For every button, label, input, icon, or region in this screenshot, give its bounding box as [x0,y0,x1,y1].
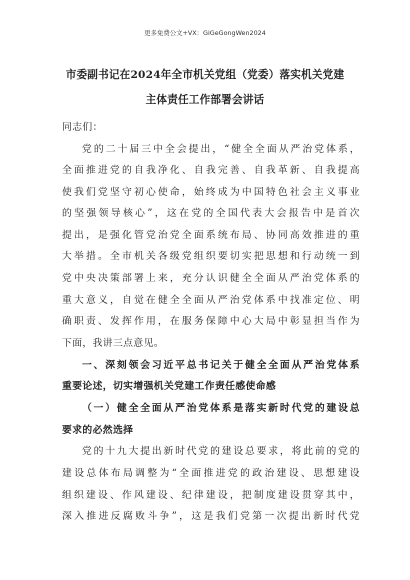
document-title-line-1: 市委副书记在2024年全市机关党组（党委）落实机关党建 [65,69,345,81]
paragraph-line: 下面，我讲三点意见。 [62,338,164,349]
section-heading-line-1: 一、深刻领会习近平总书记关于健全全面从严治党体系 [82,360,360,371]
paragraph-line: 组织建设、作风建设、纪律建设，把制度建设贯穿其中， [62,490,360,501]
paragraph-line: 确职责、发挥作用，在服务保障中心大局中彰显担当作为 [62,316,360,327]
salutation: 同志们： [62,122,103,133]
paragraph-line: 的坚强领导核心”，这在党的全国代表大会报告中是首次 [62,208,360,219]
document-title-line-2: 主体责任工作部署会讲话 [145,94,265,106]
subsection-heading-line-1: （一）健全全面从严治党体系是落实新时代党的建设总 [82,403,360,414]
subsection-heading-line-2: 要求的必然选择 [62,425,134,436]
paragraph-line: 全面推进党的自我净化、自我完善、自我革新、自我提高 [62,165,360,176]
header-note: 更多免费公文+VX：GiGeGongWen2024 [144,29,266,37]
paragraph-line: 党的十九大提出新时代党的建设总要求，将此前的党的 [82,446,360,457]
paragraph-line: 大举措。全市机关各级党组织要切实把思想和行动统一到 [62,251,360,262]
paragraph-line: 党的二十届三中全会提出，“健全全面从严治党体系， [82,144,360,155]
paragraph-line: 深入推进反腐败斗争”，这是我们党第一次提出新时代党 [62,511,360,522]
paragraph-line: 提出，是强化管党治党全面系统布局、协同高效推进的重 [62,230,360,241]
paragraph-line: 党中央决策部署上来，充分认识健全全面从严治党体系的 [62,273,360,284]
section-heading-line-2: 重要论述，切实增强机关党建工作责任感使命感 [62,381,277,392]
paragraph-line: 建设总体布局调整为“全面推进党的政治建设、思想建设 [62,468,360,479]
paragraph-line: 使我们党坚守初心使命，始终成为中国特色社会主义事业 [62,187,360,198]
paragraph-line: 重大意义，自觉在健全全面从严治党体系中找准定位、明 [62,295,360,306]
